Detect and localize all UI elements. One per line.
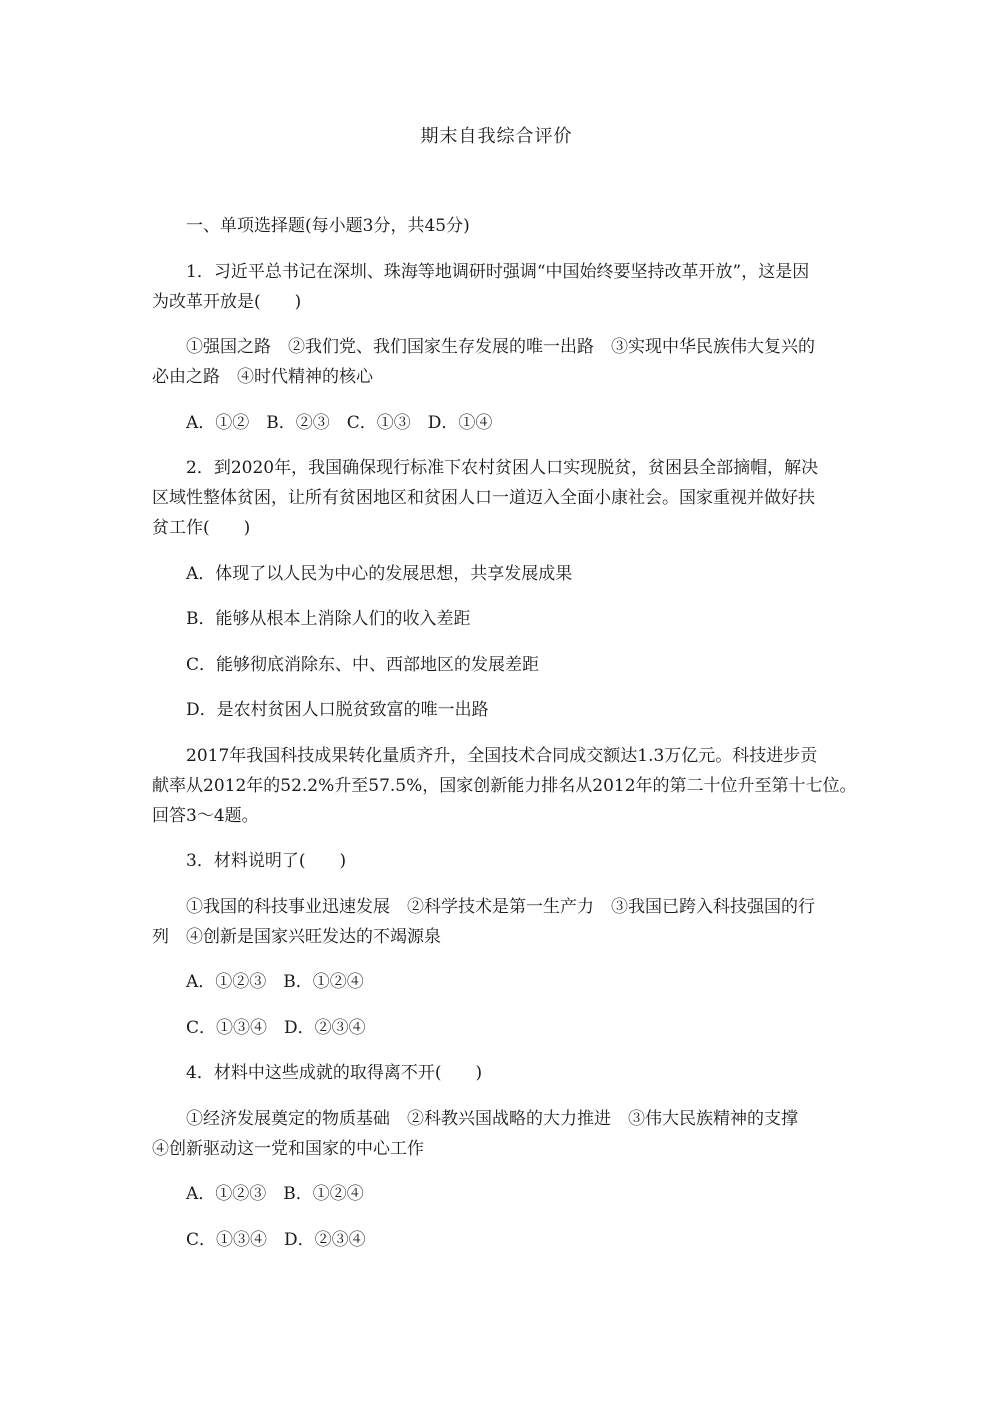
question-2-choice-c: C．能够彻底消除东、中、西部地区的发展差距 bbox=[186, 655, 540, 675]
question-3-choices-ab: A．①②③ B．①②④ bbox=[186, 972, 364, 992]
question-2-line-3: 贫工作( ) bbox=[152, 518, 251, 538]
question-4-options-line-2: ④创新驱动这一党和国家的中心工作 bbox=[152, 1139, 424, 1159]
question-1-choices: A．①② B．②③ C．①③ D．①④ bbox=[186, 413, 493, 433]
section-heading: 一、单项选择题(每小题3分，共45分) bbox=[186, 216, 470, 236]
question-3-options-line-1: ①我国的科技事业迅速发展 ②科学技术是第一生产力 ③我国已跨入科技强国的行 bbox=[186, 897, 815, 917]
question-2-line-1: 2．到2020年，我国确保现行标准下农村贫困人口实现脱贫，贫困县全部摘帽，解决 bbox=[186, 458, 819, 478]
question-3-options-line-2: 列 ④创新是国家兴旺发达的不竭源泉 bbox=[152, 927, 441, 947]
material-line-1: 2017年我国科技成果转化量质齐升，全国技术合同成交额达1.3万亿元。科技进步贡 bbox=[186, 746, 818, 766]
page-title: 期末自我综合评价 bbox=[420, 126, 573, 147]
question-4-options-line-1: ①经济发展奠定的物质基础 ②科教兴国战略的大力推进 ③伟大民族精神的支撑 bbox=[186, 1109, 798, 1129]
question-1-options-line-1: ①强国之路 ②我们党、我们国家生存发展的唯一出路 ③实现中华民族伟大复兴的 bbox=[186, 337, 815, 357]
question-2-line-2: 区域性整体贫困，让所有贫困地区和贫困人口一道迈入全面小康社会。国家重视并做好扶 bbox=[152, 488, 815, 508]
question-2-choice-a: A．体现了以人民为中心的发展思想，共享发展成果 bbox=[186, 564, 573, 584]
question-1-line-2: 为改革开放是( ) bbox=[152, 292, 302, 312]
question-4-choices-ab: A．①②③ B．①②④ bbox=[186, 1184, 364, 1204]
question-3-choices-cd: C．①③④ D．②③④ bbox=[186, 1018, 366, 1038]
question-2-choice-b: B．能够从根本上消除人们的收入差距 bbox=[186, 609, 471, 629]
material-line-2: 献率从2012年的52.2%升至57.5%，国家创新能力排名从2012年的第二十位升至第十七位。 bbox=[152, 776, 857, 796]
question-1-line-1: 1．习近平总书记在深圳、珠海等地调研时强调“中国始终要坚持改革开放”，这是因 bbox=[186, 262, 810, 282]
question-4-line-1: 4．材料中这些成就的取得离不开( ) bbox=[186, 1063, 483, 1083]
question-2-choice-d: D．是农村贫困人口脱贫致富的唯一出路 bbox=[186, 700, 489, 720]
question-1-options-line-2: 必由之路 ④时代精神的核心 bbox=[152, 367, 373, 387]
question-3-line-1: 3．材料说明了( ) bbox=[186, 851, 347, 871]
material-line-3: 回答3～4题。 bbox=[152, 806, 259, 826]
question-4-choices-cd: C．①③④ D．②③④ bbox=[186, 1230, 366, 1250]
